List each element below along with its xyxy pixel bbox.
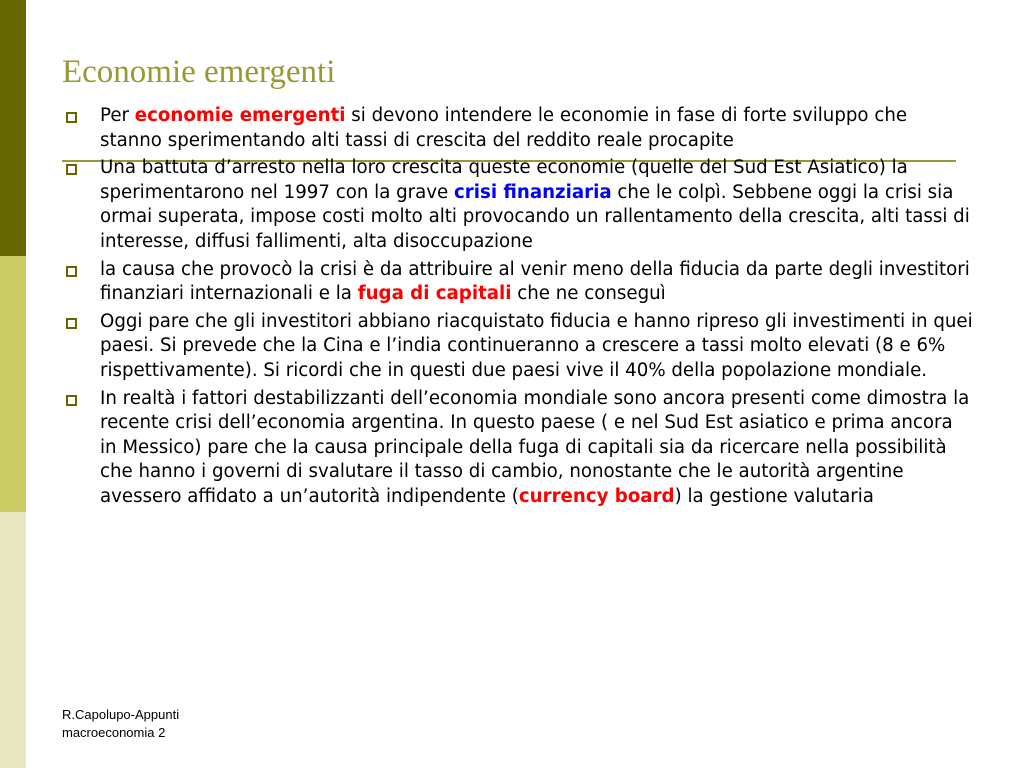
highlighted-term: crisi finanziaria [454, 181, 612, 203]
side-bar-dark [0, 0, 26, 256]
hollow-square-bullet-icon [66, 318, 77, 329]
bullet-text: si devono intendere le economie in fase di forte sviluppo che stanno sperimentando alti tassi di crescita del reddito reale procapite [100, 105, 908, 151]
highlighted-term: currency board [518, 485, 675, 507]
bullet-text: ) la gestione valutaria [674, 485, 874, 507]
bullet-text: la causa che provocò la crisi è da attribuire al venir meno della fiducia da parte degli investitori finanziari internazionali e la [100, 258, 970, 305]
side-bar-light [0, 256, 26, 512]
highlighted-term: economie emergenti [134, 105, 346, 126]
bullet-text: che ne conseguì [511, 283, 666, 305]
bullet-text: In realtà i fattori destabilizzanti dell’economia mondiale sono ancora presenti come dimostra la recente crisi dell’economia argentina. In questo paese ( e nel Sud Est asiatico e prima ancora in Messico) pare che la causa principale della fuga di capitali sia da ricercare nella possibilità che hanno i governi di svalutare il tasso di cambio, nonostante che le autorità argentine avessero affidato a un’autorità indipendente ( [100, 387, 970, 507]
footer-line-course: macroeconomia 2 [62, 725, 166, 740]
slide-footer [62, 706, 179, 742]
hollow-square-bullet-icon [66, 164, 77, 175]
hollow-square-bullet-icon [66, 395, 77, 406]
bullet-item [62, 104, 974, 153]
bullet-text: che le colpì. Sebbene oggi la crisi sia ormai superata, impose costi molto alti provocando un rallentamento della crescita, alti tassi di interesse, diffusi fallimenti, alta disoccupazione [100, 181, 970, 252]
bullet-item [62, 156, 974, 254]
hollow-square-bullet-icon [66, 112, 77, 123]
slide-title: Economie emergenti [62, 54, 336, 90]
bullet-list [62, 104, 974, 513]
bullet-item [62, 310, 974, 384]
bullet-text: Una battuta d’arresto nella loro crescita queste economie (quelle del Sud Est Asiatico) la sperimentarono nel 1997 con la grave [100, 157, 908, 203]
bullet-item [62, 258, 974, 307]
bullet-item [62, 387, 974, 510]
bullet-text: Per [100, 105, 135, 126]
side-bar-pale [0, 512, 26, 768]
bullet-text: Oggi pare che gli investitori abbiano riacquistato fiducia e hanno ripreso gli investimenti in quei paesi. Si prevede che la Cina e l’india continueranno a crescere a tassi molto elevati (8 e 6% rispettivamente). Si ricordi che in questi due paesi vive il 40% della popolazione mondiale. [100, 310, 973, 381]
hollow-square-bullet-icon [66, 266, 77, 277]
footer-line-author: R.Capolupo-Appunti [62, 707, 180, 722]
highlighted-term: fuga di capitali [357, 283, 512, 305]
